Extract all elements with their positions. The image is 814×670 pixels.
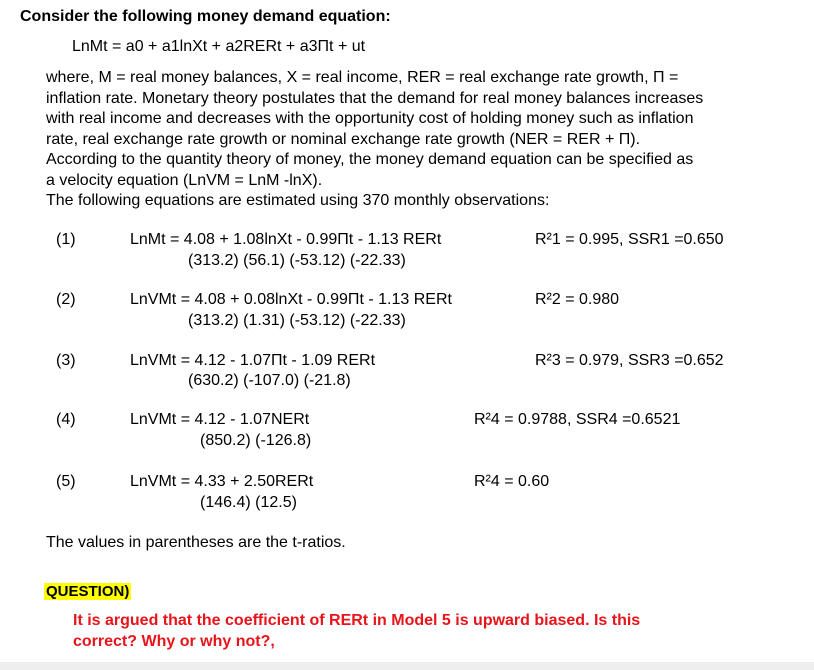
model-number: (3): [56, 352, 76, 369]
model-number: (4): [56, 411, 76, 428]
model-equation: LnVMt = 4.12 - 1.07NERt: [130, 411, 310, 428]
bottom-divider: [0, 662, 814, 670]
t-ratios: (146.4) (12.5): [200, 494, 297, 511]
question-text: [73, 610, 640, 652]
model-number: (5): [56, 473, 76, 490]
model-statistics: R²1 = 0.995, SSR1 =0.650: [535, 231, 724, 248]
paragraph-line: According to the quantity theory of money, the money demand equation can be specified as: [46, 151, 694, 168]
t-ratios: (313.2) (1.31) (-53.12) (-22.33): [188, 312, 406, 329]
model-number: (2): [56, 291, 76, 308]
paragraph-line: rate, real exchange rate growth or nominal exchange rate growth (NER = RER + Π).: [46, 130, 641, 148]
question-line: It is argued that the coefficient of RERt in Model 5 is upward biased. Is this: [73, 612, 641, 629]
model-equation: LnVMt = 4.12 - 1.07Πt - 1.09 RERt: [130, 352, 376, 369]
model-statistics: R²2 = 0.980: [535, 291, 620, 308]
paragraph-line: where, M = real money balances, X = real income, RER = real exchange rate growth, Π =: [46, 69, 679, 86]
t-ratios: (850.2) (-126.8): [200, 432, 312, 449]
paragraph-line: The following equations are estimated using 370 monthly observations:: [46, 192, 550, 209]
model-statistics: R²4 = 0.60: [474, 473, 550, 490]
model-statistics: R²4 = 0.9788, SSR4 =0.6521: [474, 411, 681, 428]
t-ratios: (313.2) (56.1) (-53.12) (-22.33): [188, 252, 406, 269]
paragraph-line: inflation rate. Monetary theory postulates that the demand for real money balances increases: [46, 89, 704, 107]
model-number: (1): [56, 231, 76, 248]
money-demand-equation: LnMt = a0 + a1lnXt + a2RERt + a3Πt + ut: [72, 38, 366, 55]
t-ratios: (630.2) (-107.0) (-21.8): [188, 372, 351, 389]
model-equation: LnVMt = 4.33 + 2.50RERt: [130, 473, 314, 490]
paragraph-line: a velocity equation (LnVM = LnM -lnX).: [46, 171, 323, 189]
model-statistics: R²3 = 0.979, SSR3 =0.652: [535, 352, 724, 369]
description-paragraph: [46, 68, 764, 212]
question-label: QUESTION): [46, 583, 130, 600]
paragraph-line: with real income and decreases with the opportunity cost of holding money such as inflation: [46, 110, 694, 127]
question-line: correct? Why or why not?,: [73, 633, 275, 650]
page-title: Consider the following money demand equation:: [20, 8, 391, 25]
model-equation: LnMt = 4.08 + 1.08lnXt - 0.99Πt - 1.13 RERt: [130, 231, 442, 248]
footnote: The values in parentheses are the t-ratios.: [46, 534, 346, 551]
model-equation: LnVMt = 4.08 + 0.08lnXt - 0.99Πt - 1.13 RERt: [130, 291, 452, 308]
